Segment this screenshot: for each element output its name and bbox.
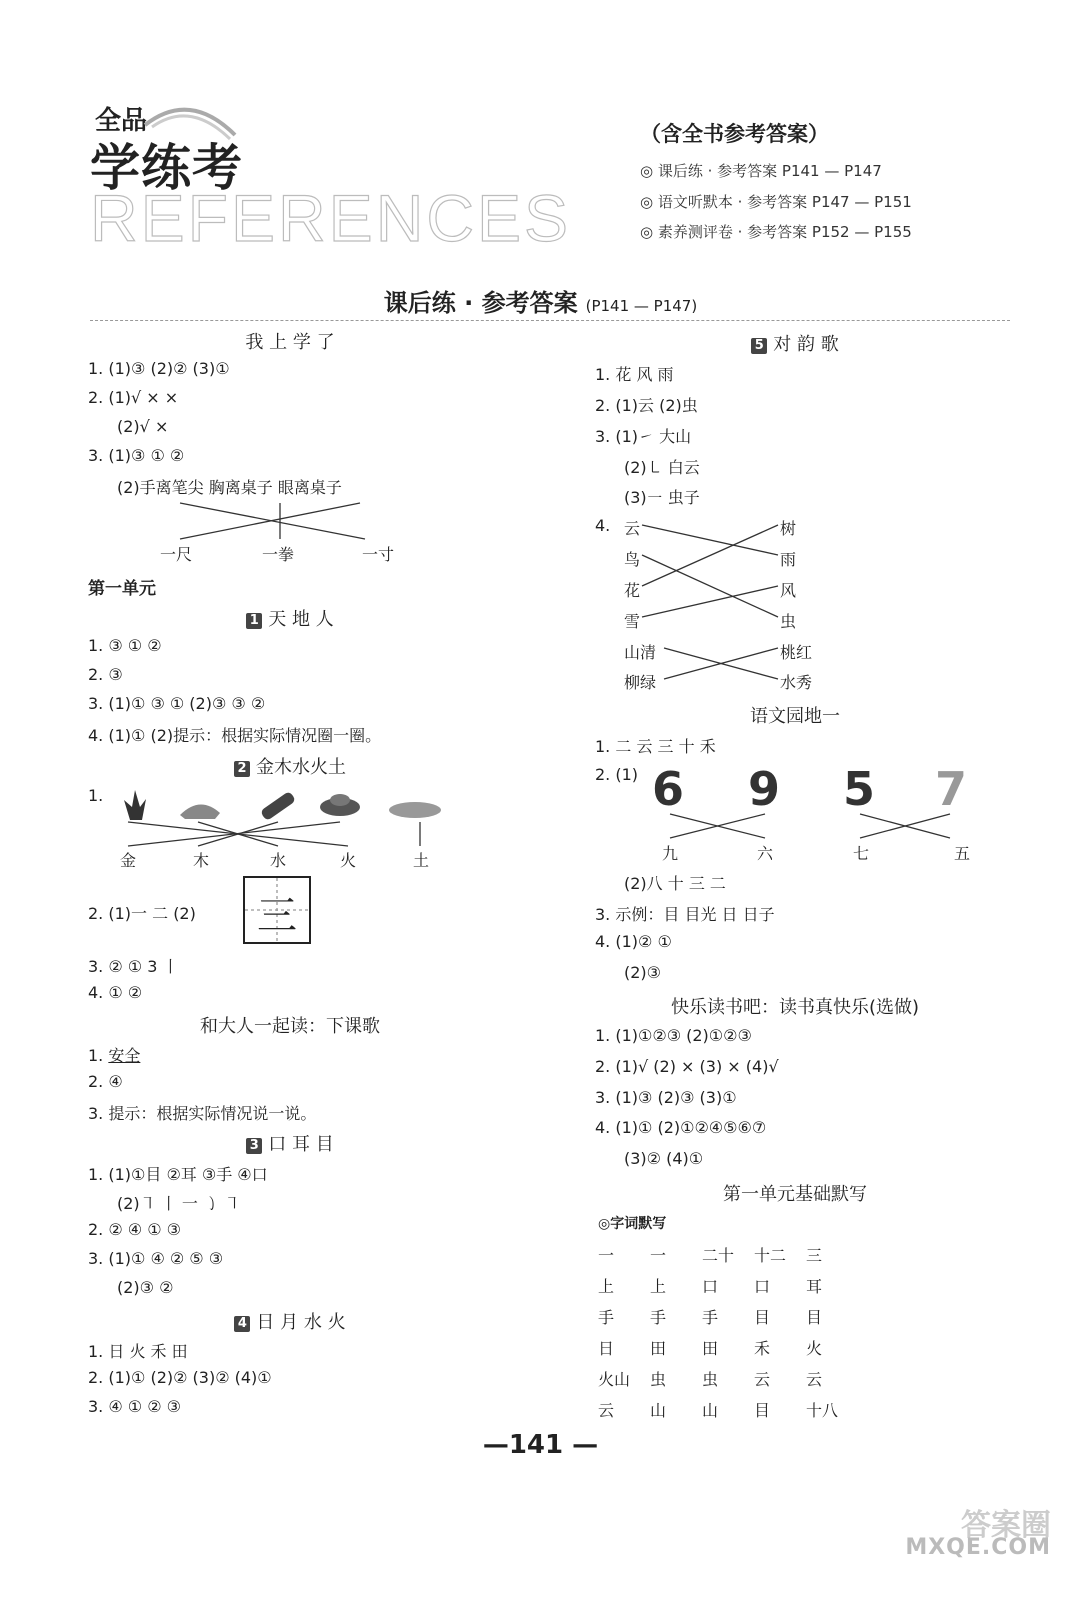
grid-cell: 云 xyxy=(598,1401,615,1420)
answer-line: 2. (1)√ × × xyxy=(88,388,179,407)
page-title: 课后练 · 参考答案 (P141 — P147) xyxy=(383,289,698,317)
answer-line: 2. (1)√ (2) × (3) × (4)√ xyxy=(595,1057,779,1076)
match-word: 鸟 xyxy=(624,550,641,569)
wood-picture-icon xyxy=(180,804,220,819)
watermark-logo: 答案圈 xyxy=(961,1508,1051,1543)
logo-arc-icon xyxy=(140,95,240,155)
answer-line: 3. 提示：根据实际情况说一说。 xyxy=(88,1104,317,1123)
match-word: 云 xyxy=(624,519,641,538)
match-word: 六 xyxy=(757,844,774,863)
section-heading: 语文园地一 xyxy=(750,706,840,727)
answer-line: (3)② (4)① xyxy=(624,1149,704,1168)
answer-line: 4. (1)② ① xyxy=(595,932,672,951)
grid-cell: 手 xyxy=(702,1308,719,1327)
references-wordmark: REFERENCES xyxy=(90,181,572,255)
section-heading: 3 口 耳 目 xyxy=(90,1130,490,1156)
match-word: 山清 xyxy=(624,643,657,662)
digit-image: 5 xyxy=(843,762,876,816)
section-heading: 1 天 地 人 xyxy=(90,605,490,631)
answer-line: (2)√ × xyxy=(117,417,169,436)
answer-line: 1. (1)①目 ②耳 ③手 ④口 xyxy=(88,1165,268,1184)
answer-line: (2)八 十 三 二 xyxy=(624,874,726,893)
answer-line: 1. ③ ① ② xyxy=(88,636,162,655)
answer-line: 1. 安全 xyxy=(88,1046,141,1065)
answer-line: 3. 示例：目 目光 日 日子 xyxy=(595,905,775,924)
match-word: 花 xyxy=(624,581,641,600)
grid-cell: 山 xyxy=(650,1401,667,1420)
grid-cell: 手 xyxy=(598,1308,615,1327)
grid-cell: 田 xyxy=(650,1339,667,1358)
grid-cell: 虫 xyxy=(702,1370,719,1389)
answer-line: 4. (1)① (2)提示：根据实际情况圈一圈。 xyxy=(88,726,382,745)
grid-cell: 二十 xyxy=(702,1246,735,1265)
element-word: 水 xyxy=(270,851,287,870)
grid-cell: 日 xyxy=(598,1339,615,1358)
grid-cell: 目 xyxy=(806,1308,823,1327)
answer-line: (2)③ ② xyxy=(117,1278,174,1297)
match-word: 一拳 xyxy=(262,545,295,564)
answer-line: (3)㇐ 虫子 xyxy=(624,488,700,507)
grid-cell: 云 xyxy=(806,1370,823,1389)
digit-image: 6 xyxy=(652,762,685,816)
section-heading: 第一单元基础默写 xyxy=(723,1184,867,1205)
answer-line: (2)手离笔尖 胸离桌子 眼离桌子 xyxy=(117,478,342,497)
answer-line: 3. (1)③ ① ② xyxy=(88,446,185,465)
matching-lines xyxy=(660,812,970,842)
toc-item: ◎ 素养测评卷 · 参考答案 P152 — P155 xyxy=(640,223,912,241)
answer-line: 2. ③ xyxy=(88,665,123,684)
section-heading: 5 对 韵 歌 xyxy=(595,330,995,356)
answer-line: 2. (1) xyxy=(595,765,639,784)
answer-line: 1. xyxy=(88,786,104,805)
grid-cell: 火山 xyxy=(598,1370,631,1389)
answer-line: (2)㇄ 白云 xyxy=(624,458,700,477)
answer-line: 1. 二 云 三 十 禾 xyxy=(595,737,716,756)
grid-cell: 手 xyxy=(650,1308,667,1327)
answer-line: 3. ② ① 3 丨 xyxy=(88,957,179,976)
answer-line: 1. (1)①②③ (2)①②③ xyxy=(595,1026,752,1045)
element-word: 火 xyxy=(340,851,357,870)
page-number: —141 — xyxy=(482,1430,599,1460)
toc-item: ◎ 语文听默本 · 参考答案 P147 — P151 xyxy=(640,193,912,211)
answer-line: 3. (1)① ④ ② ⑤ ③ xyxy=(88,1249,224,1268)
grid-cell: 十二 xyxy=(754,1246,787,1265)
match-word: 柳绿 xyxy=(624,673,657,692)
answer-line: 3. ④ ① ② ③ xyxy=(88,1397,181,1416)
grid-cell: 上 xyxy=(598,1277,615,1296)
watermark-url: MXQE.COM xyxy=(905,1535,1051,1560)
grid-cell: 火 xyxy=(806,1339,823,1358)
answer-line: 1. (1)③ (2)② (3)① xyxy=(88,359,230,378)
answer-line: 4. xyxy=(595,516,611,535)
element-word: 金 xyxy=(120,851,137,870)
match-word: 桃红 xyxy=(780,643,813,662)
answer-line: 3. (1)③ (2)③ (3)① xyxy=(595,1088,737,1107)
matching-lines xyxy=(640,515,785,690)
element-word: 土 xyxy=(413,851,430,870)
element-pictures xyxy=(110,785,460,825)
grid-cell: 一 xyxy=(650,1246,667,1265)
section-heading: 4 日 月 水 火 xyxy=(90,1308,490,1334)
grid-cell: 一 xyxy=(598,1246,615,1265)
grid-cell: 山 xyxy=(702,1401,719,1420)
grid-cell: 三 xyxy=(806,1246,823,1265)
answer-line: 3. (1)㇀ 大山 xyxy=(595,427,692,446)
grid-cell: 目 xyxy=(754,1401,771,1420)
match-word: 五 xyxy=(954,844,971,863)
grid-cell: 上 xyxy=(650,1277,667,1296)
answer-line: 2. (1)① (2)② (3)② (4)① xyxy=(88,1368,272,1387)
fire-picture-icon xyxy=(124,790,146,820)
match-word: 水秀 xyxy=(780,673,813,692)
gold-picture-icon xyxy=(320,794,360,816)
grid-cell: 禾 xyxy=(754,1339,771,1358)
element-word: 木 xyxy=(193,851,210,870)
grid-cell: 耳 xyxy=(806,1277,823,1296)
matching-lines xyxy=(140,495,440,545)
contains-note: （含全书参考答案） xyxy=(640,122,829,146)
grid-cell: 目 xyxy=(754,1308,771,1327)
match-word: 虫 xyxy=(780,612,797,631)
answer-line: (2)③ xyxy=(624,963,662,982)
unit-heading: 第一单元 xyxy=(88,579,156,599)
section-heading: 快乐读书吧：读书真快乐(选做) xyxy=(670,997,920,1018)
answer-line: 4. (1)① (2)①②④⑤⑥⑦ xyxy=(595,1118,767,1137)
logo-brand: 学练考 xyxy=(90,139,243,197)
match-word: 七 xyxy=(853,844,870,863)
answer-line: 2. (1)云 (2)虫 xyxy=(595,396,698,415)
match-word: 风 xyxy=(780,581,797,600)
log-picture-icon xyxy=(260,791,296,821)
answer-line: 2. ② ④ ① ③ xyxy=(88,1220,181,1239)
digit-image: 9 xyxy=(748,762,781,816)
answer-line: 4. ① ② xyxy=(88,983,143,1002)
grid-cell: 口 xyxy=(754,1277,771,1296)
match-word: 雪 xyxy=(624,612,641,631)
grid-cell: 云 xyxy=(754,1370,771,1389)
character-grid-box xyxy=(243,876,311,944)
match-word: 树 xyxy=(780,519,797,538)
match-word: 一寸 xyxy=(362,545,395,564)
soil-picture-icon xyxy=(389,802,441,818)
match-word: 一尺 xyxy=(160,545,193,564)
divider xyxy=(90,320,1010,321)
answer-line: 2. ④ xyxy=(88,1072,123,1091)
logo-brand-small: 全品 xyxy=(95,106,148,136)
grid-cell: 虫 xyxy=(650,1370,667,1389)
match-word: 九 xyxy=(662,844,679,863)
grid-cell: 口 xyxy=(702,1277,719,1296)
answer-line: 1. 日 火 禾 田 xyxy=(88,1342,188,1361)
subsection-label: ◎字词默写 xyxy=(598,1216,667,1232)
toc-item: ◎ 课后练 · 参考答案 P141 — P147 xyxy=(640,162,882,180)
section-heading: 2 金木水火土 xyxy=(90,753,490,779)
grid-cell: 田 xyxy=(702,1339,719,1358)
answer-line: 3. (1)① ③ ① (2)③ ③ ② xyxy=(88,694,266,713)
match-word: 雨 xyxy=(780,550,797,569)
matching-lines xyxy=(110,820,460,850)
grid-cell: 十八 xyxy=(806,1401,839,1420)
section-heading: 和大人一起读：下课歌 xyxy=(200,1016,380,1037)
character: 三 xyxy=(257,893,297,939)
answer-line: 2. (1)一 二 (2) xyxy=(88,904,196,923)
answer-line: (2)㇕ 丨 一 ㇁ ㇕ xyxy=(117,1194,241,1213)
answer-line: 1. 花 风 雨 xyxy=(595,365,674,384)
section-heading: 我 上 学 了 xyxy=(245,332,335,353)
digit-image: 7 xyxy=(935,762,968,816)
